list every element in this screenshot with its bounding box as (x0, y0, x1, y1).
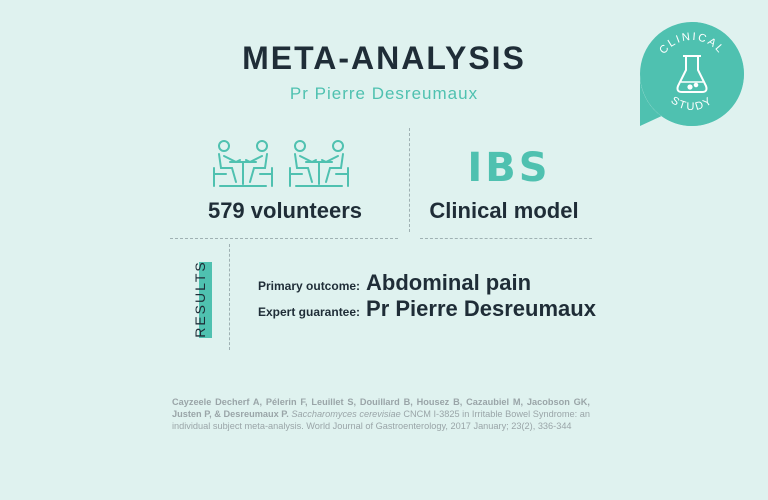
citation (172, 396, 590, 432)
expert-guarantee-value: Pr Pierre Desreumaux (366, 296, 596, 321)
expert-guarantee-row (258, 296, 596, 322)
badge-bottom-text: STUDY (668, 94, 716, 114)
volunteers-icon (288, 138, 350, 190)
citation-details: CNCM I-3825 in Irritable Bowel Syndrome: an individual subject meta-analysis. World Journal of Gastroenterology, 2017 January; 23(2), 336-344 (172, 409, 590, 431)
primary-outcome-label: Primary outcome: (258, 279, 361, 293)
svg-text:IBS: IBS (467, 145, 551, 187)
vertical-divider-top (409, 128, 410, 232)
citation-authors: Cayzeele Decherf A, Pélerin F, Leuillet S, Douillard B, Housez B, Cazaubiel M, Jacobson GK, Justen P, & Desreumaux P. (172, 397, 590, 419)
page-subtitle: Pr Pierre Desreumaux (289, 84, 479, 103)
primary-outcome-row (258, 270, 531, 296)
volunteers-count: 579 volunteers (207, 198, 363, 223)
clinical-model-label: Clinical model (429, 198, 579, 223)
badge-top-text: CLINICAL (657, 30, 727, 57)
horizontal-divider-right (420, 238, 592, 239)
vertical-divider-bottom (229, 244, 230, 350)
horizontal-divider-left (170, 238, 398, 239)
page-title: META-ANALYSIS (242, 40, 526, 76)
ibs-icon (466, 145, 552, 187)
results-label: RESULTS (192, 260, 208, 338)
primary-outcome-value: Abdominal pain (366, 270, 532, 295)
citation-species: Saccharomyces cerevisiae (291, 409, 401, 419)
expert-guarantee-label: Expert guarantee: (258, 305, 361, 319)
clinical-study-badge (636, 18, 748, 130)
volunteers-icon (212, 138, 274, 190)
